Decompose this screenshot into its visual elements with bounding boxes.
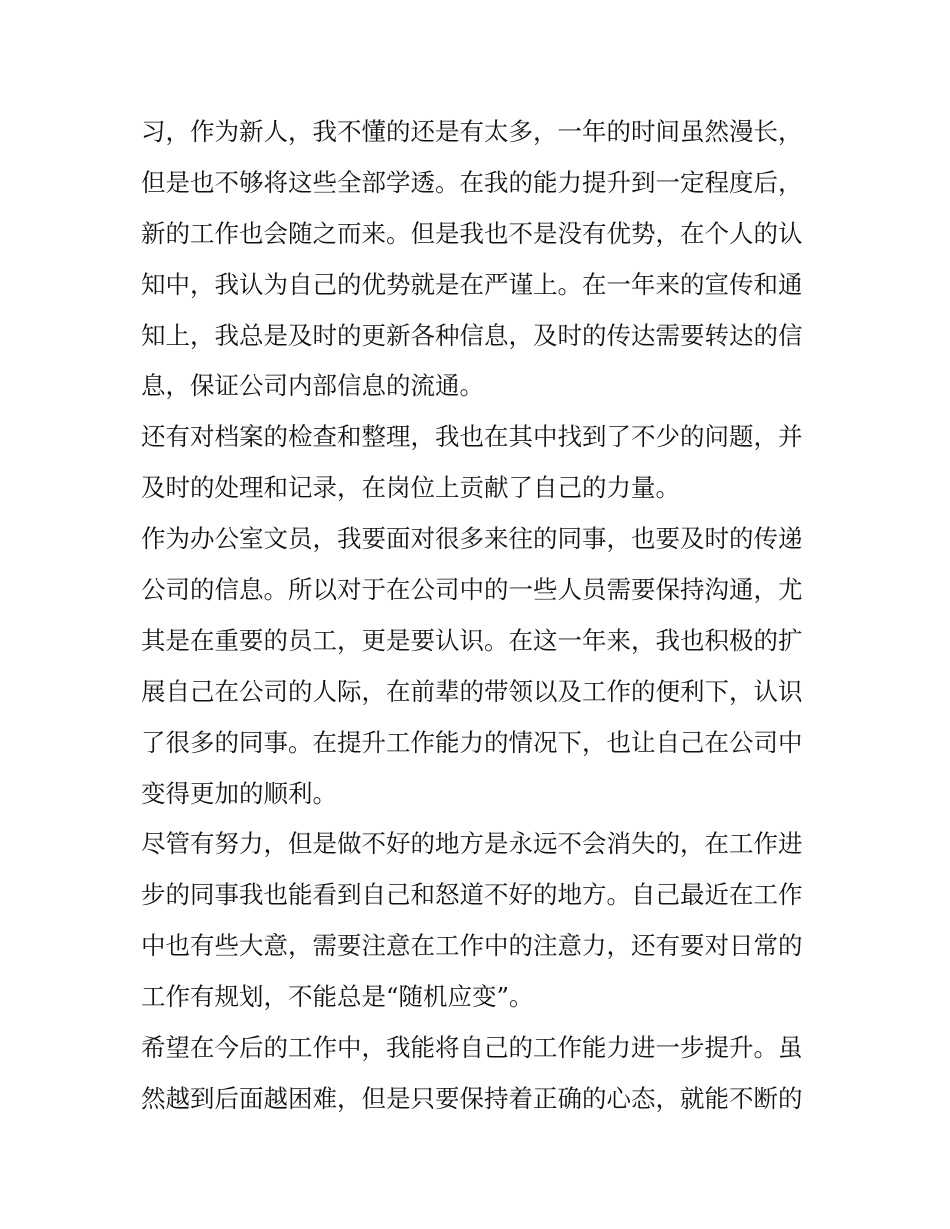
text-line: 中也有些大意，需要注意在工作中的注意力，还有要对日常的 xyxy=(141,931,803,961)
text-line: 知上，我总是及时的更新各种信息，及时的传达需要转达的信 xyxy=(141,320,803,350)
text-line: 但是也不够将这些全部学透。在我的能力提升到一定程度后， xyxy=(141,167,803,197)
text-line: 公司的信息。所以对于在公司中的一些人员需要保持沟通，尤 xyxy=(141,575,803,605)
text-line: 及时的处理和记录，在岗位上贡献了自己的力量。 xyxy=(141,473,680,503)
text-line: 息，保证公司内部信息的流通。 xyxy=(141,371,484,401)
text-line: 希望在今后的工作中，我能将自己的工作能力进一步提升。虽 xyxy=(141,1033,803,1063)
text-line: 作为办公室文员，我要面对很多来往的同事，也要及时的传递 xyxy=(141,524,803,554)
text-line: 其是在重要的员工，更是要认识。在这一年来，我也积极的扩 xyxy=(141,625,803,655)
text-line: 习，作为新人，我不懂的还是有太多，一年的时间虽然漫长， xyxy=(141,117,803,146)
text-line: 新的工作也会随之而来。但是我也不是没有优势，在个人的认 xyxy=(141,218,803,248)
text-line: 工作有规划，不能总是“随机应变”。 xyxy=(141,982,534,1012)
text-line: 了很多的同事。在提升工作能力的情况下，也让自己在公司中 xyxy=(141,727,803,757)
text-line: 步的同事我也能看到自己和怒道不好的地方。自己最近在工作 xyxy=(141,880,803,910)
document-body xyxy=(141,107,821,1125)
text-line: 知中，我认为自己的优势就是在严谨上。在一年来的宣传和通 xyxy=(141,269,803,299)
text-line: 展自己在公司的人际，在前辈的带领以及工作的便利下，认识 xyxy=(141,676,803,706)
text-line: 还有对档案的检查和整理，我也在其中找到了不少的问题，并 xyxy=(141,422,803,452)
text-line: 尽管有努力，但是做不好的地方是永远不会消失的，在工作进 xyxy=(141,829,803,859)
text-line: 变得更加的顺利。 xyxy=(141,778,337,808)
text-line: 然越到后面越困难，但是只要保持着正确的心态，就能不断的 xyxy=(141,1083,803,1113)
